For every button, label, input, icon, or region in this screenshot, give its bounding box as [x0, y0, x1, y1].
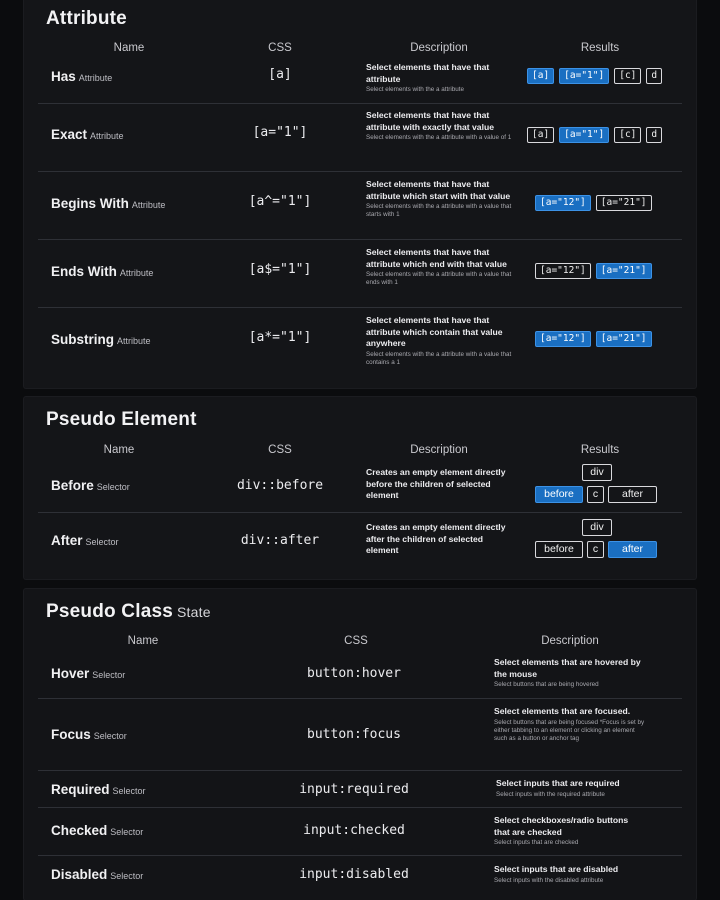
pseudo-element-title: Pseudo Element	[46, 409, 197, 430]
row-description: Select checkboxes/radio buttons that are checked Select inputs that are checked	[494, 815, 629, 846]
result-chip: [a]	[527, 127, 554, 143]
pseudo-class-panel	[24, 589, 696, 900]
row-divider	[38, 307, 682, 308]
pc-header-description: Description	[541, 635, 599, 647]
attribute-row-begins-with	[38, 179, 682, 237]
row-name: Checked Selector	[51, 823, 144, 838]
element-tree-diagram	[535, 519, 665, 559]
pe-header-results: Results	[580, 444, 620, 456]
row-description: Select elements that have that attribute Select elements with the a attribute	[366, 62, 490, 93]
row-description: Creates an empty element directly before the children of selected element	[366, 467, 506, 500]
row-name: Has Attribute	[51, 69, 113, 84]
row-divider	[38, 770, 682, 771]
row-css-selector: input:disabled	[299, 867, 409, 882]
row-css-selector: [a]	[268, 67, 292, 82]
row-name: Required Selector	[51, 782, 146, 797]
row-description: Creates an empty element directly after the children of selected element	[366, 522, 506, 555]
row-results	[535, 331, 652, 347]
attribute-row-exact	[38, 110, 682, 168]
row-name: Exact Attribute	[51, 127, 124, 142]
result-chip: [a="21"]	[596, 331, 652, 347]
attribute-panel	[24, 0, 696, 388]
pseudo-class-title: Pseudo Class State	[46, 601, 211, 622]
row-name: Substring Attribute	[51, 332, 151, 347]
row-name: Ends With Attribute	[51, 264, 154, 279]
result-chip: [a="12"]	[535, 331, 591, 347]
tree-node-after: after	[608, 486, 657, 503]
tree-node-root: div	[582, 519, 612, 536]
row-name: Disabled Selector	[51, 867, 144, 882]
row-description: Select elements that have that attribute with exactly that value Select elements with the a attribute with a value of 1	[366, 110, 512, 141]
pseudo-element-row-after	[38, 518, 682, 564]
row-name: Begins With Attribute	[51, 196, 166, 211]
result-chip: [a="1"]	[559, 68, 609, 84]
row-css-selector: div::before	[236, 478, 324, 493]
row-results	[527, 68, 662, 84]
attribute-row-ends-with	[38, 247, 682, 305]
row-description: Select inputs that are required Select inputs with the required attribute	[496, 778, 620, 798]
row-description: Select elements that have that attribute which contain that value anywhere Select elements with the a attribute with a value that contains a 1	[366, 315, 512, 366]
attribute-header-description: Description	[410, 42, 468, 54]
row-css-selector: [a*="1"]	[248, 330, 312, 345]
pe-header-description: Description	[410, 444, 468, 456]
pe-header-css: CSS	[268, 444, 292, 456]
result-chip: [c]	[614, 127, 641, 143]
tree-node-child: c	[587, 486, 604, 503]
pseudo-element-row-before	[38, 463, 682, 509]
attribute-header-results: Results	[580, 42, 620, 54]
row-description: Select elements that are focused. Select buttons that are being focused *Focus is set by either tabbing to an element or clicking an element such as a button or anchor tag	[494, 706, 645, 742]
pseudo-class-row-hover	[38, 657, 682, 693]
row-css-selector: [a^="1"]	[248, 194, 312, 209]
row-css-selector: button:focus	[307, 727, 401, 742]
row-divider	[38, 103, 682, 104]
row-results	[527, 127, 662, 143]
attribute-row-substring	[38, 315, 682, 373]
row-results	[535, 263, 652, 279]
attribute-title: Attribute	[46, 8, 127, 29]
row-css-selector: [a$="1"]	[248, 262, 312, 277]
result-chip: [a="21"]	[596, 195, 652, 211]
row-css-selector: input:required	[299, 782, 409, 797]
row-description: Select elements that have that attribute which end with that value Select elements with the a attribute with a value that ends with 1	[366, 247, 512, 286]
row-divider	[38, 807, 682, 808]
pc-header-css: CSS	[344, 635, 368, 647]
row-css-selector: input:checked	[303, 823, 405, 838]
attribute-header-css: CSS	[268, 42, 292, 54]
tree-node-child: c	[587, 541, 604, 558]
tree-node-before: before	[535, 486, 583, 503]
row-divider	[38, 512, 682, 513]
row-name: Before Selector	[51, 478, 130, 493]
tree-node-before: before	[535, 541, 583, 558]
result-chip: d	[646, 127, 662, 143]
pseudo-class-row-checked	[38, 814, 682, 850]
result-chip: d	[646, 68, 662, 84]
row-css-selector: div::after	[240, 533, 320, 548]
element-tree-diagram	[535, 464, 665, 504]
row-name: Focus Selector	[51, 727, 127, 742]
row-divider	[38, 855, 682, 856]
tree-node-root: div	[582, 464, 612, 481]
row-divider	[38, 239, 682, 240]
row-name: After Selector	[51, 533, 119, 548]
pseudo-element-panel	[24, 397, 696, 579]
pseudo-class-row-disabled	[38, 862, 682, 892]
row-description: Select inputs that are disabled Select inputs with the disabled attribute	[494, 864, 619, 884]
result-chip: [a]	[527, 68, 554, 84]
row-css-selector: [a="1"]	[252, 125, 308, 140]
attribute-row-has	[38, 62, 682, 102]
result-chip: [a="1"]	[559, 127, 609, 143]
row-results	[535, 195, 652, 211]
row-divider	[38, 171, 682, 172]
row-description: Select elements that have that attribute which start with that value Select elements with the a attribute with a value that starts with 1	[366, 179, 512, 218]
pc-header-name: Name	[127, 635, 159, 647]
pseudo-class-row-focus	[38, 706, 682, 766]
row-name: Hover Selector	[51, 666, 126, 681]
row-description: Select elements that are hovered by the mouse Select buttons that are being hovered	[494, 657, 641, 688]
row-css-selector: button:hover	[307, 666, 401, 681]
attribute-header-name: Name	[113, 42, 145, 54]
pseudo-class-row-required	[38, 777, 682, 805]
row-divider	[38, 698, 682, 699]
result-chip: [a="12"]	[535, 195, 591, 211]
result-chip: [a="21"]	[596, 263, 652, 279]
tree-node-after: after	[608, 541, 657, 558]
result-chip: [a="12"]	[535, 263, 591, 279]
pe-header-name: Name	[103, 444, 135, 456]
result-chip: [c]	[614, 68, 641, 84]
